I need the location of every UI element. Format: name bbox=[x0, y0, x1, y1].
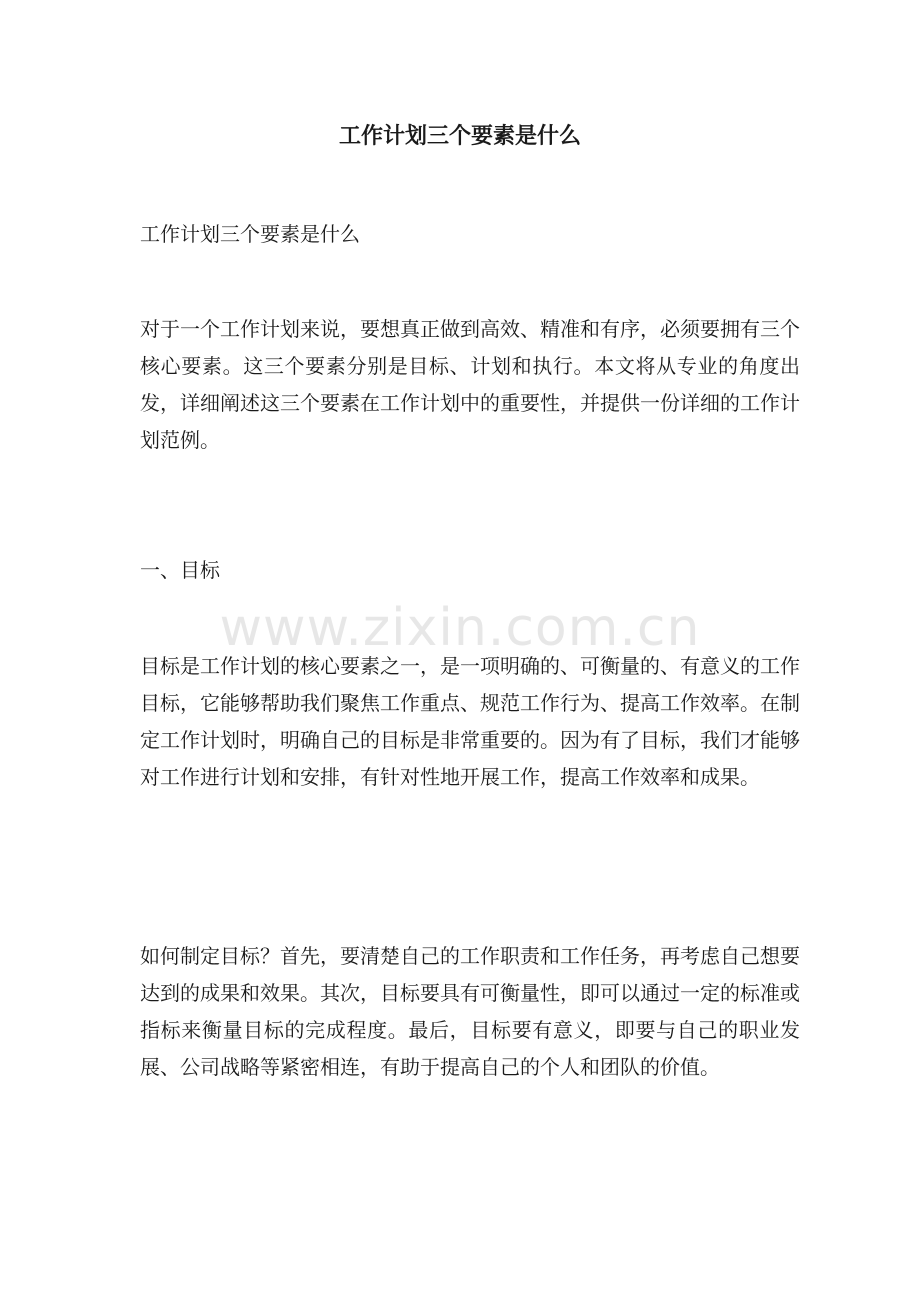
watermark: www.zixin.com.cn bbox=[219, 598, 701, 658]
goal-paragraph-2: 如何制定目标？首先，要清楚自己的工作职责和工作任务，再考虑自己想要达到的成果和效果。其次，目标要具有可衡量性，即可以通过一定的标准或指标来衡量目标的完成程度。最后，目标要有意义，即要与自己的职业发展、公司战略等紧密相连，有助于提高自己的个人和团队的价值。 bbox=[140, 944, 800, 1079]
section-heading-goal: 一、目标 bbox=[140, 558, 220, 582]
document-subtitle: 工作计划三个要素是什么 bbox=[140, 222, 360, 246]
document-title: 工作计划三个要素是什么 bbox=[338, 123, 581, 149]
intro-paragraph: 对于一个工作计划来说，要想真正做到高效、精准和有序，必须要拥有三个核心要素。这三个要素分别是目标、计划和执行。本文将从专业的角度出发，详细阐述这三个要素在工作计划中的重要性，并提供一份详细的工作计划范例。 bbox=[140, 317, 800, 452]
goal-paragraph-1: 目标是工作计划的核心要素之一，是一项明确的、可衡量的、有意义的工作目标，它能够帮助我们聚焦工作重点、规范工作行为、提高工作效率。在制定工作计划时，明确自己的目标是非常重要的。因为有了目标，我们才能够对工作进行计划和安排，有针对性地开展工作，提高工作效率和成果。 bbox=[140, 654, 800, 789]
